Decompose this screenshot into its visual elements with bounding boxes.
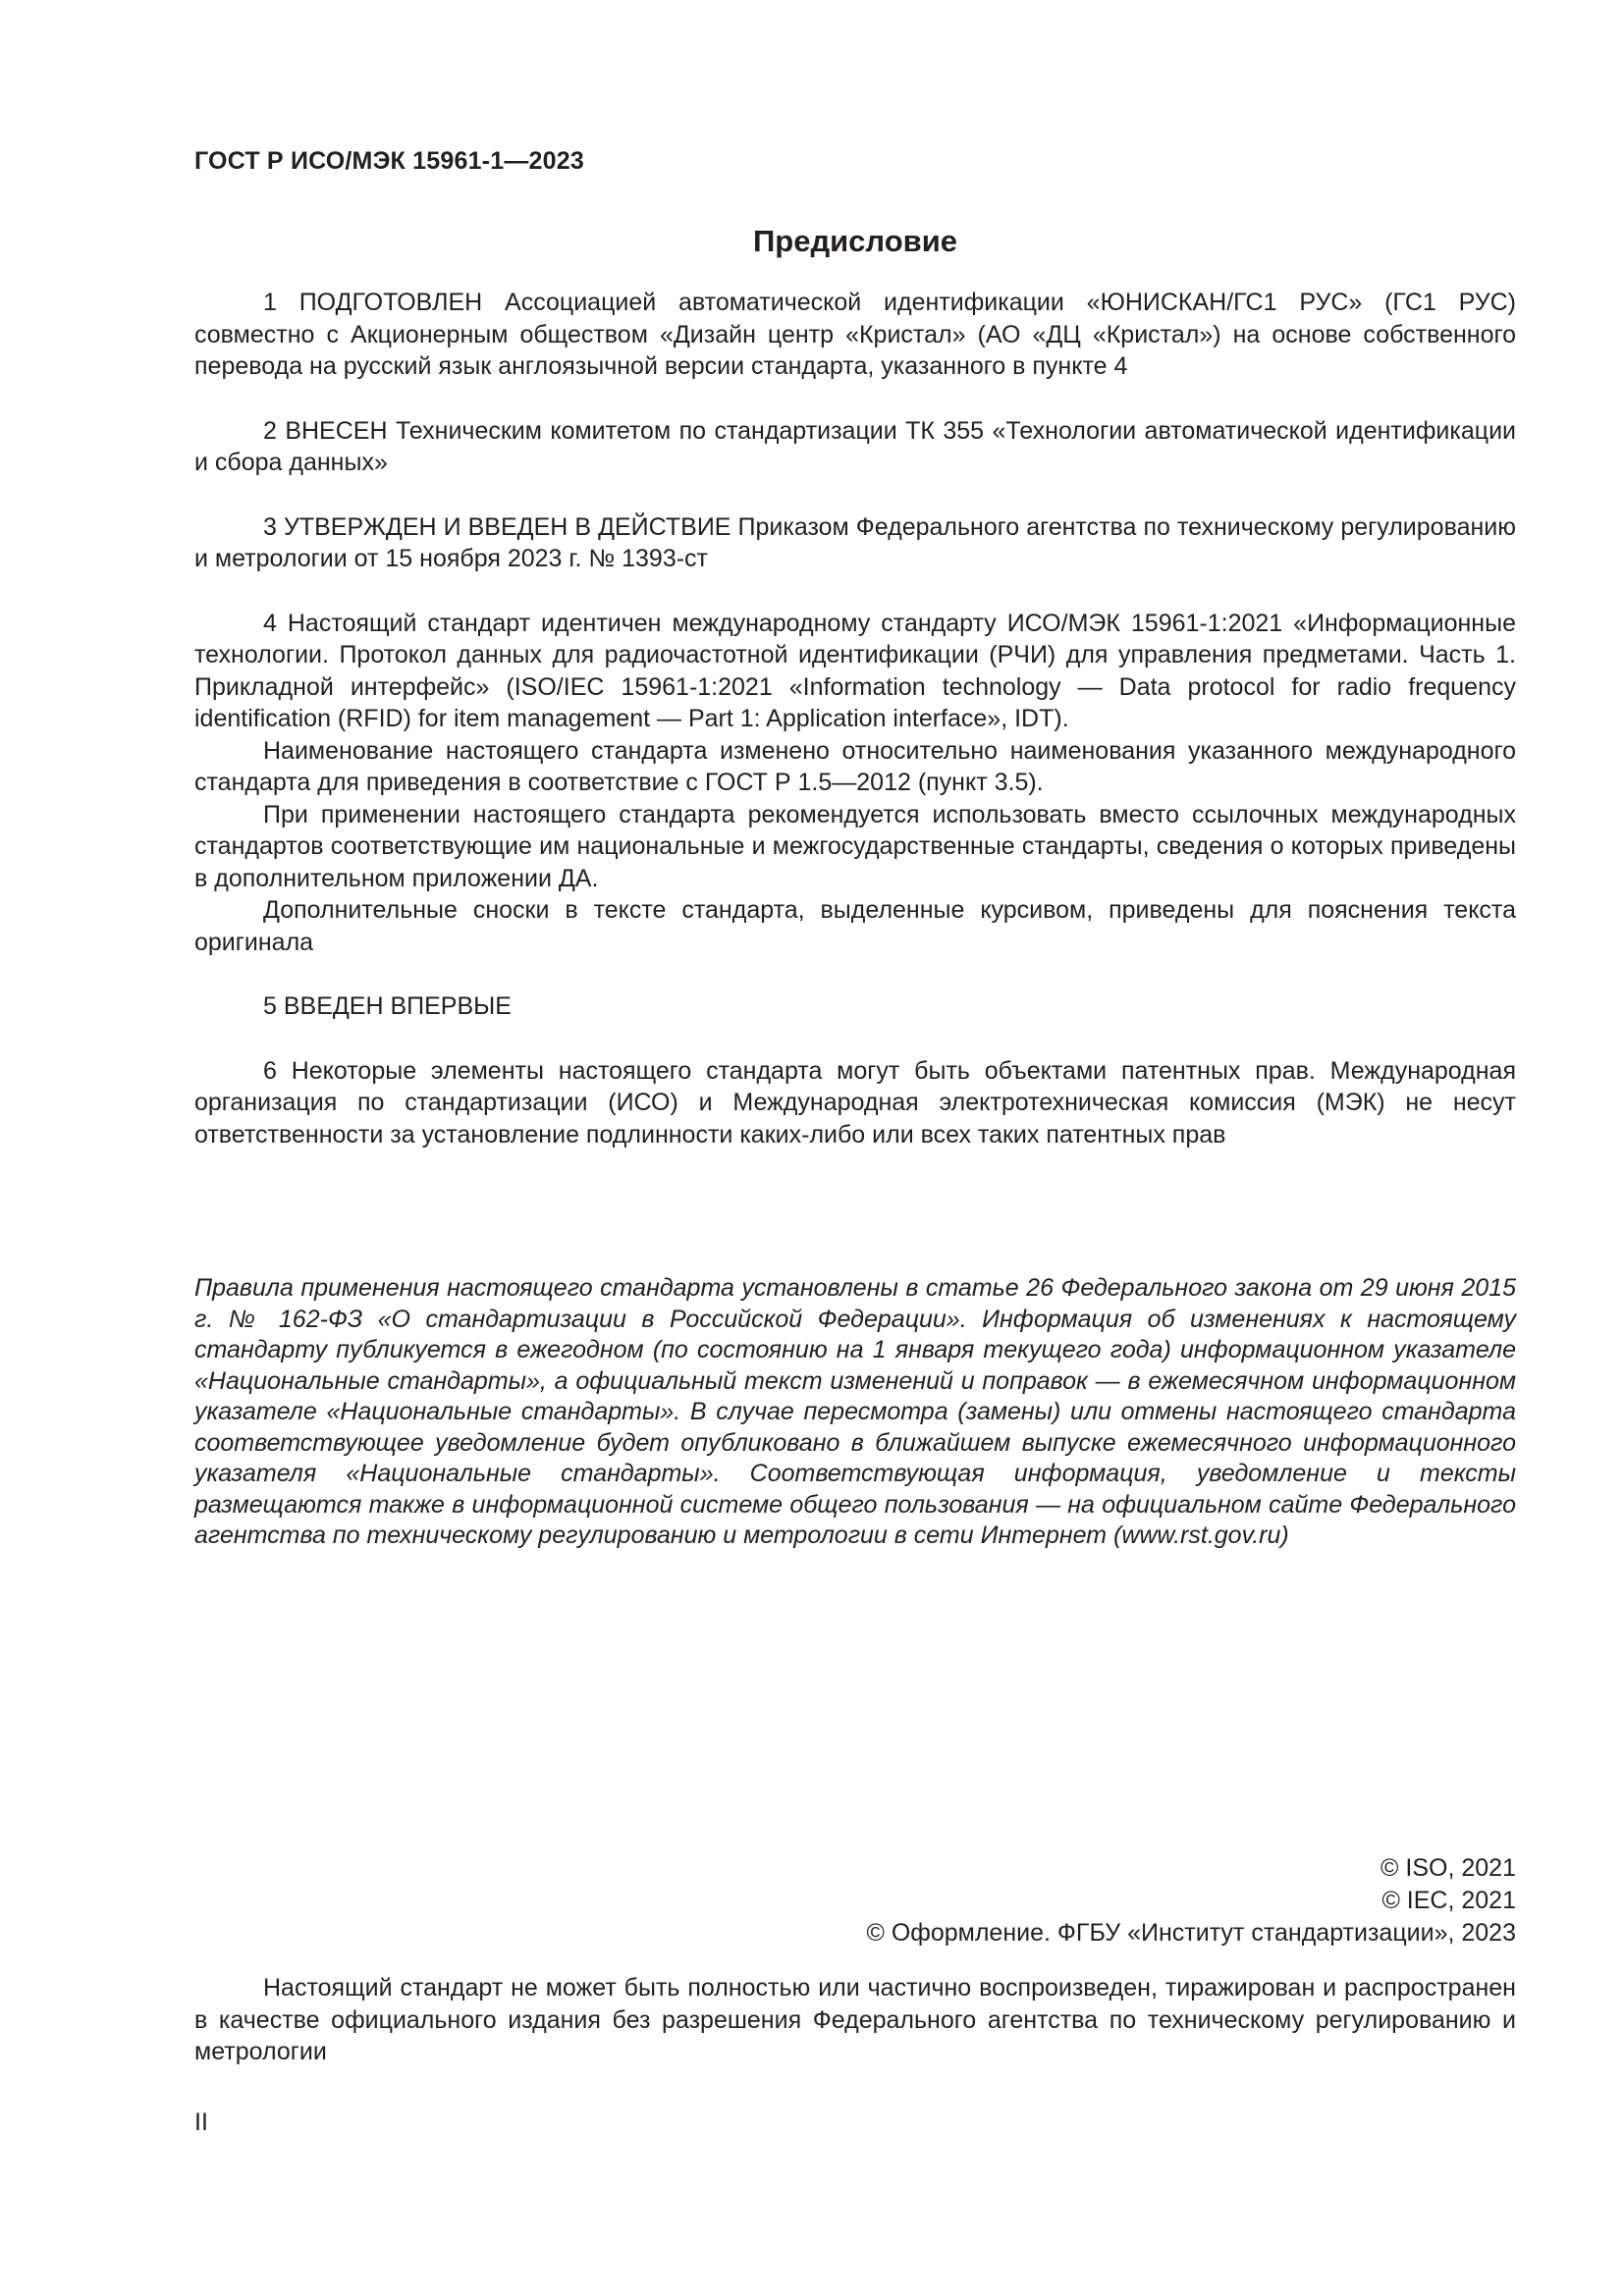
paragraph-references: При применении настоящего стандарта рекомендуется использовать вместо ссылочных международных стандартов соответствующие им национальные и межгосударственные стандарты, сведения о которых приведены в дополнительном приложении ДА.	[194, 800, 1516, 892]
paragraph-patents: 6 Некоторые элементы настоящего стандарта могут быть объектами патентных прав. Международная организация по стандартизации (ИСО) и Международная электротехническая комиссия (МЭК) не несут ответственности за установление подлинности каких-либо или всех таких патентных прав	[194, 1056, 1516, 1148]
reproduction-notice: Настоящий стандарт не может быть полностью или частично воспроизведен, тиражирован и распространен в качестве официального издания без разрешения Федерального агентства по техническому регулированию и метрологии	[194, 1974, 1516, 2065]
legal-notice: Правила применения настоящего стандарта установлены в статье 26 Федерального закона от 29 июня 2015 г. № 162-ФЗ «О стандартизации в Российской Федерации». Информация об изменениях к настоящему стандарту публикуется в ежегодном (по состоянию на 1 января текущего года) информационном указателе «Национальные стандарты», а официальный текст изменений и поправок — в ежемесячном информационном указателе «Национальные стандарты». В случае пересмотра (замены) или отмены настоящего стандарта соответствующее уведомление будет опубликовано в ближайшем выпуске ежемесячного информационного указателя «Национальные стандарты». Соответствующая информация, уведомление и тексты размещаются также в информационной системе общего пользования — на официальном сайте Федерального агентства по техническому регулированию и метрологии в сети Интернет (www.rst.gov.ru)	[194, 1274, 1516, 1549]
paragraph-identical: 4 Настоящий стандарт идентичен международному стандарту ИСО/МЭК 15961-1:2021 «Информационные технологии. Протокол данных для радиочастотной идентификации (РЧИ) для управления предметами. Часть 1. Прикладной интерфейс» (ISO/IEC 15961-1:2021 «Information technology — Data protocol for radio frequency identification (RFID) for item management — Part 1: Application interface», IDT).	[194, 609, 1516, 732]
copyright-design: © Оформление. ФГБУ «Институт стандартизации», 2023	[866, 1919, 1516, 1947]
foreword-body	[194, 287, 1516, 1150]
document-code: ГОСТ Р ИСО/МЭК 15961-1—2023	[194, 147, 584, 175]
paragraph-footnotes: Дополнительные сноски в тексте стандарта, выделенные курсивом, приведены для пояснения текста оригинала	[194, 896, 1516, 956]
paragraph-submitted: 2 ВНЕСЕН Техническим комитетом по стандартизации ТК 355 «Технологии автоматической идентификации и сбора данных»	[194, 416, 1516, 476]
copyright-iso: © ISO, 2021	[1380, 1854, 1516, 1882]
paragraph-approved: 3 УТВЕРЖДЕН И ВВЕДЕН В ДЕЙСТВИЕ Приказом Федерального агентства по техническому регулированию и метрологии от 15 ноября 2023 г. № 1393-ст	[194, 512, 1516, 572]
copyright-block	[866, 1852, 1516, 1949]
paragraph-first-introduced: 5 ВВЕДЕН ВПЕРВЫЕ	[263, 992, 512, 1020]
paragraph-name-changed: Наименование настоящего стандарта изменено относительно наименования указанного международного стандарта для приведения в соответствие с ГОСТ Р 1.5—2012 (пункт 3.5).	[194, 736, 1516, 796]
paragraph-prepared: 1 ПОДГОТОВЛЕН Ассоциацией автоматической идентификации «ЮНИСКАН/ГС1 РУС» (ГС1 РУС) совместно с Акционерным обществом «Дизайн центр «Кристал» (АО «ДЦ «Кристал») на основе собственного перевода на русский язык англоязычной версии стандарта, указанного в пункте 4	[194, 289, 1516, 380]
page-number: II	[194, 2109, 208, 2136]
page-title: Предисловие	[752, 224, 957, 258]
copyright-iec: © IEC, 2021	[1381, 1887, 1516, 1914]
